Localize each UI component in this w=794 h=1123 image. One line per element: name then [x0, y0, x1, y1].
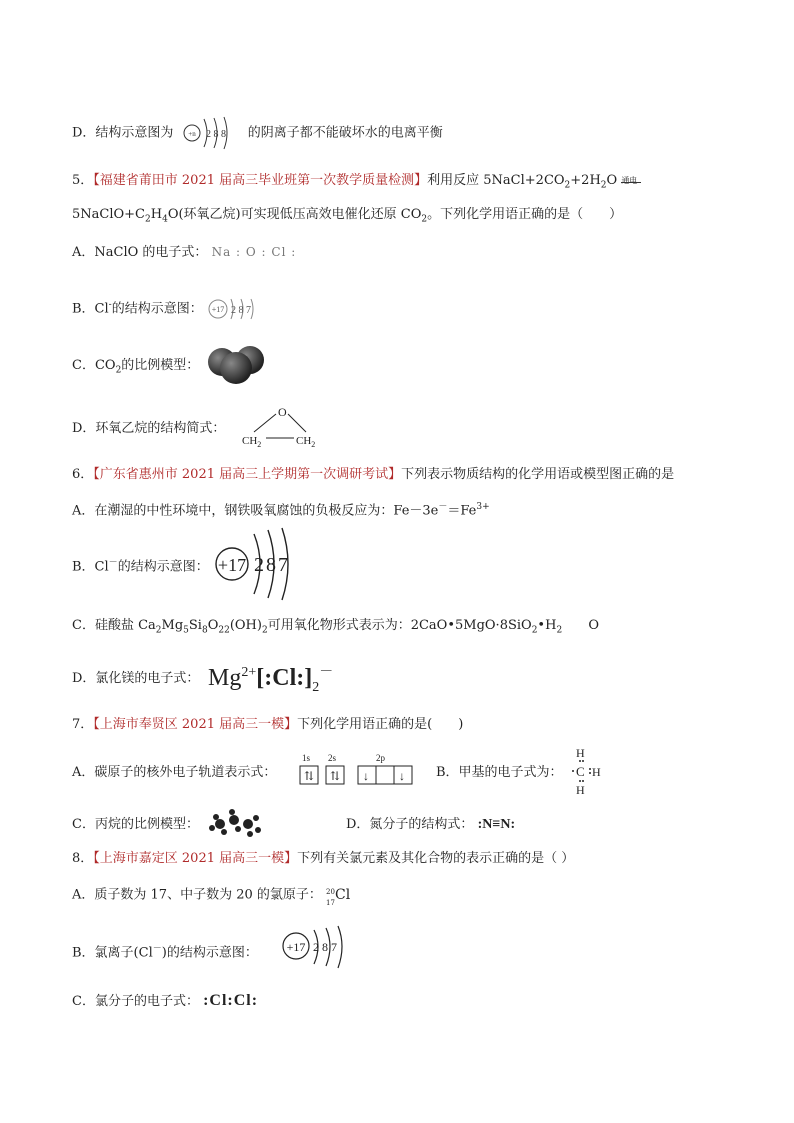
q8-b-nucleus: +17: [286, 940, 306, 954]
q5-stem-line2: $5NaClO+C_2H_4O$(环氧乙烷)可实现低压高效电催化还原 $CO_2$。下列化学用语正确的是（ ）: [72, 207, 623, 225]
q7-option-d: D．氮分子的结构式： :N≡N:: [346, 817, 516, 832]
q5-option-a: A．NaClO 的电子式： Na : O : Cl :: [72, 245, 297, 260]
q7-propane-model-image: [206, 808, 264, 838]
q5-source: 【福建省莆田市 2021 届高三毕业班第一次教学质量检测】: [93, 173, 428, 188]
svg-text:H: H: [592, 765, 601, 779]
svg-text:↓: ↓: [399, 769, 405, 783]
q5-stem-line1: 5．【福建省莆田市 2021 届高三毕业班第一次教学质量检测】利用反应 $5NaCl+2CO_2+2H_2O$ 通电: [72, 172, 643, 195]
svg-text:2p: 2p: [376, 753, 385, 763]
q4-shell-electrons: 2 8 8: [205, 129, 226, 140]
q8-cl-structure: [280, 924, 352, 972]
q5-epoxide-structure: [240, 402, 324, 448]
q6-mgcl2-formula: $Mg^{2+}[:Cl:]_2^-$: [208, 665, 334, 695]
q5-co2-model-image: [204, 344, 268, 386]
q7-option-c: C．丙烷的比例模型：: [72, 817, 199, 832]
q7-option-a: A．碳原子的核外电子轨道表示式：: [72, 765, 277, 780]
q7-source: 【上海市奉贤区 2021 届高三一模】: [93, 717, 298, 732]
q6-option-d: D．氯化镁的电子式：: [72, 671, 200, 686]
q4-option-d: D．结构示意图为 +n 2 8 8 的阴离子都不能破坏水的电离平衡: [72, 116, 443, 150]
q5-option-d: D．环氧乙烷的结构简式：: [72, 421, 226, 436]
svg-text:↓: ↓: [363, 769, 369, 783]
q4-structure-diagram: [182, 116, 240, 150]
q5-b-nucleus: +17: [211, 305, 225, 314]
svg-text:2s: 2s: [328, 753, 337, 763]
svg-text:1s: 1s: [302, 753, 311, 763]
svg-text:CH2: $CH_2$: [296, 435, 316, 448]
q8-stem: 8．【上海市嘉定区 2021 届高三一模】下列有关氯元素及其化合物的表示正确的是（ ）: [72, 851, 575, 866]
q8-cl-isotope: 20 17 Cl: [326, 887, 351, 907]
svg-text:H: H: [576, 783, 585, 796]
svg-text:⇅: ⇅: [330, 769, 341, 783]
svg-text:O: O: [278, 405, 287, 419]
q5-option-b: B．Cl-的结构示意图： +17 2 8 7: [72, 296, 267, 322]
q6-b-shells: 287: [254, 554, 290, 576]
q6-stem: 6．【广东省惠州市 2021 届高三上学期第一次调研考试】下列表示物质结构的化学用语或模型图正确的是: [72, 467, 675, 482]
q5-cl-structure: [207, 296, 267, 322]
q7-orbital-diagram: [296, 750, 420, 790]
q5-b-shells: 2 8 7: [230, 305, 251, 316]
svg-text:C: C: [576, 764, 585, 779]
q6-source: 【广东省惠州市 2021 届高三上学期第一次调研考试】: [93, 467, 402, 482]
q7-methyl-electron-formula: [570, 744, 606, 796]
svg-text:⇅: ⇅: [304, 769, 315, 783]
svg-text:CH2: $CH_2$: [242, 435, 262, 448]
q6-option-b: B．Cl－的结构示意图：: [72, 558, 209, 575]
q5-naclo-formula: Na : O : Cl :: [211, 245, 297, 259]
q4-nucleus-label: +n: [187, 130, 196, 138]
q7-stem: 7．【上海市奉贤区 2021 届高三一模】下列化学用语正确的是( ): [72, 717, 464, 732]
q8-cl2-formula: :Cl:Cl:: [203, 992, 259, 1009]
q6-option-c: C．硅酸盐 $Ca_2Mg_5Si_8O_{22}(OH)_2$可用氧化物形式表示为：$2CaO•5MgO\cdot 8SiO_2•H_2$ O: [72, 618, 599, 636]
svg-text:H: H: [576, 746, 585, 760]
q6-cl-structure: [210, 526, 302, 602]
q8-option-b: B．氯离子(Cl－)的结构示意图：: [72, 944, 258, 961]
q8-option-a: A．质子数为 17、中子数为 20 的氯原子： 20 17 Cl: [72, 887, 351, 907]
q8-b-shells: 2 8 7: [313, 940, 337, 954]
q8-source: 【上海市嘉定区 2021 届高三一模】: [93, 851, 298, 866]
q7-option-b: B．甲基的电子式为：: [436, 765, 563, 780]
q7-n2-formula: :N≡N:: [477, 817, 516, 832]
q6-option-a: A．在潮湿的中性环境中，钢铁吸氧腐蚀的负极反应为：$Fe-3e^-=Fe^{3+}$: [72, 502, 490, 519]
q5-option-c: C．$CO_2$的比例模型：: [72, 358, 200, 376]
q6-b-nucleus: +17: [217, 555, 247, 575]
q8-option-c: C．氯分子的电子式： :Cl:Cl:: [72, 992, 259, 1009]
